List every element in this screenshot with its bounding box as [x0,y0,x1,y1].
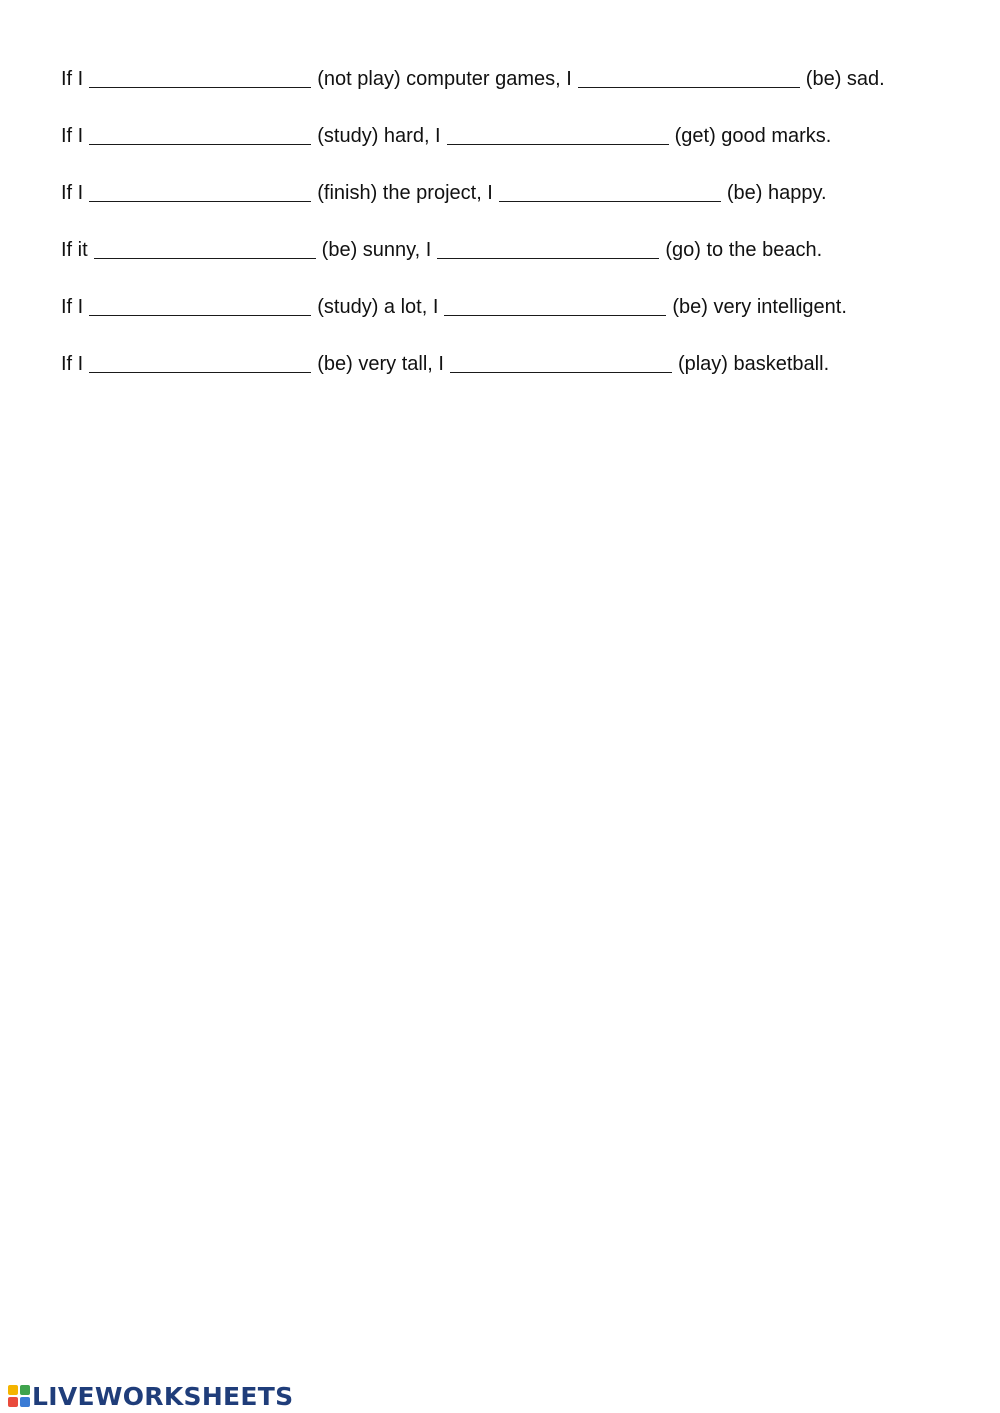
sentence-start: If I [61,296,84,318]
worksheet [61,60,961,402]
sentence-middle: (study) hard, I [317,125,441,147]
answer-blank-3a[interactable] [89,177,311,202]
liveworksheets-logo-icon [8,1385,30,1407]
sentence-middle: (be) sunny, I [321,239,432,261]
sentence-middle: (not play) computer games, I [317,68,572,90]
answer-blank-1a[interactable] [89,63,311,88]
sentence-end: (play) basketball. [677,353,830,375]
answer-blank-6b[interactable] [450,348,672,373]
sentence-start: If I [61,353,84,375]
sentence-start: If it [61,239,88,261]
sentence-start: If I [61,182,84,204]
sentence-middle: (be) very tall, I [317,353,444,375]
sentence-6 [61,345,961,402]
answer-blank-5b[interactable] [444,291,666,316]
sentence-end: (get) good marks. [674,125,832,147]
sentence-4 [61,231,961,288]
sentence-5 [61,288,961,345]
logo-square [20,1385,30,1395]
sentence-end: (be) very intelligent. [672,296,847,318]
footer-branding [8,1381,293,1411]
logo-square [8,1397,18,1407]
sentence-middle: (study) a lot, I [317,296,439,318]
answer-blank-4b[interactable] [437,234,659,259]
answer-blank-5a[interactable] [89,291,311,316]
answer-blank-2a[interactable] [89,120,311,145]
answer-blank-3b[interactable] [499,177,721,202]
sentence-end: (go) to the beach. [665,239,823,261]
logo-square [8,1385,18,1395]
answer-blank-6a[interactable] [89,348,311,373]
answer-blank-2b[interactable] [447,120,669,145]
sentence-middle: (finish) the project, I [317,182,493,204]
sentence-end: (be) sad. [805,68,885,90]
answer-blank-4a[interactable] [94,234,316,259]
brand-name: LIVEWORKSHEETS [32,1381,294,1411]
answer-blank-1b[interactable] [578,63,800,88]
logo-square [20,1397,30,1407]
sentence-start: If I [61,125,84,147]
sentence-3 [61,174,961,231]
sentence-start: If I [61,68,84,90]
sentence-1 [61,60,961,117]
sentence-2 [61,117,961,174]
sentence-end: (be) happy. [726,182,827,204]
